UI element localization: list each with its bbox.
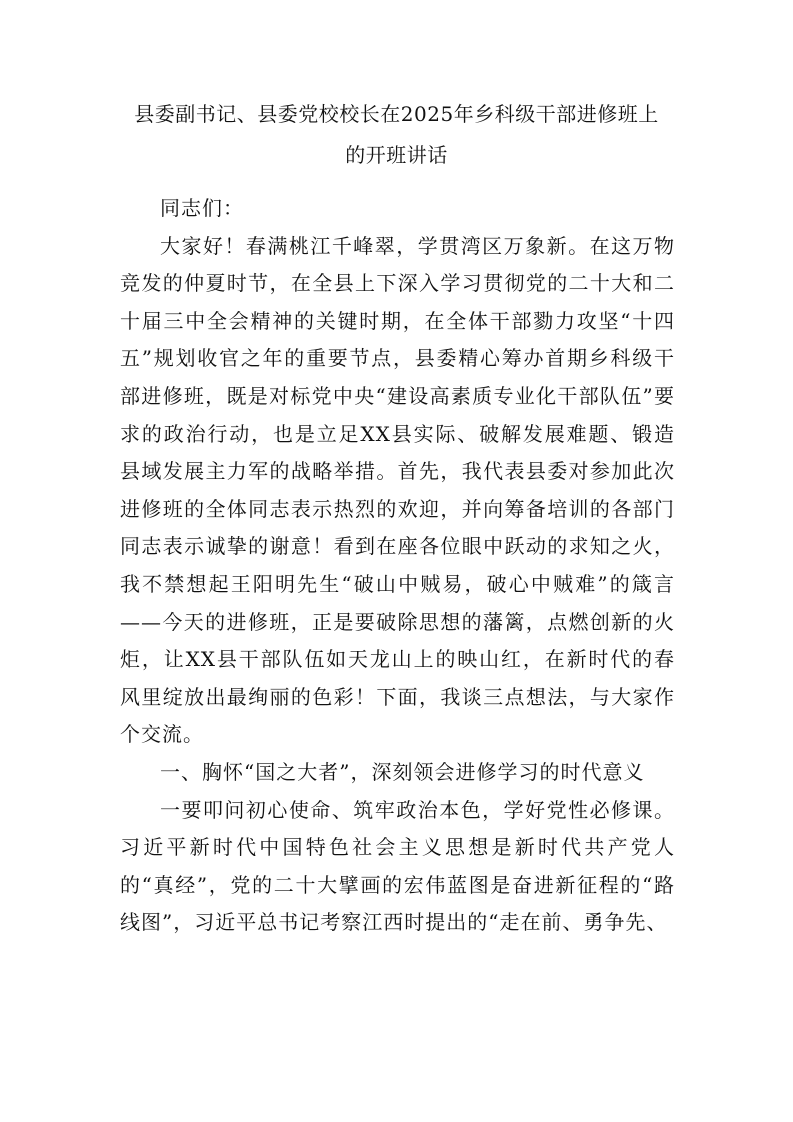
paragraph-opening: 大家好！春满桃江千峰翠，学贯湾区万象新。在这万物竞发的仲夏时节，在全县上下深入学习贯彻党的二十大和二十届三中全会精神的关键时期，在全体干部勠力攻坚“十四五”规划收官之年的重要节点，县委精心筹办首期乡科级干部进修班，既是对标党中央“建设高素质专业化干部队伍”要求的政治行动，也是立足XX县实际、破解发展难题、锻造县域发展主力军的战略举措。首先，我代表县委对参加此次进修班的全体同志表示热烈的欢迎，并向筹备培训的各部门同志表示诚挚的谢意！看到在座各位眼中跃动的求知之火，我不禁想起王阳明先生“破山中贼易，破心中贼难”的箴言——今天的进修班，正是要破除思想的藩篱，点燃创新的火炬，让XX县干部队伍如天龙山上的映山红，在新时代的春风里绽放出最绚丽的色彩！下面，我谈三点想法，与大家作个交流。 [120,233,675,747]
section-heading-1: 一、胸怀“国之大者”，深刻领会进修学习的时代意义 [160,759,645,784]
document-body [120,190,675,942]
document-title-line-1: 县委副书记、县委党校校长在2025年乡科级干部进修班上 [134,102,659,126]
paragraph-point-1: 一要叩问初心使命、筑牢政治本色，学好党性必修课。习近平新时代中国特色社会主义思想是新时代共产党人的“真经”，党的二十大擘画的宏伟蓝图是奋进新征程的“路线图”，习近平总书记考察江西时提出的“走在前、勇争先、 [120,797,675,935]
document-title-line-2: 的开班讲话 [345,143,448,167]
salutation: 同志们： [160,196,244,220]
